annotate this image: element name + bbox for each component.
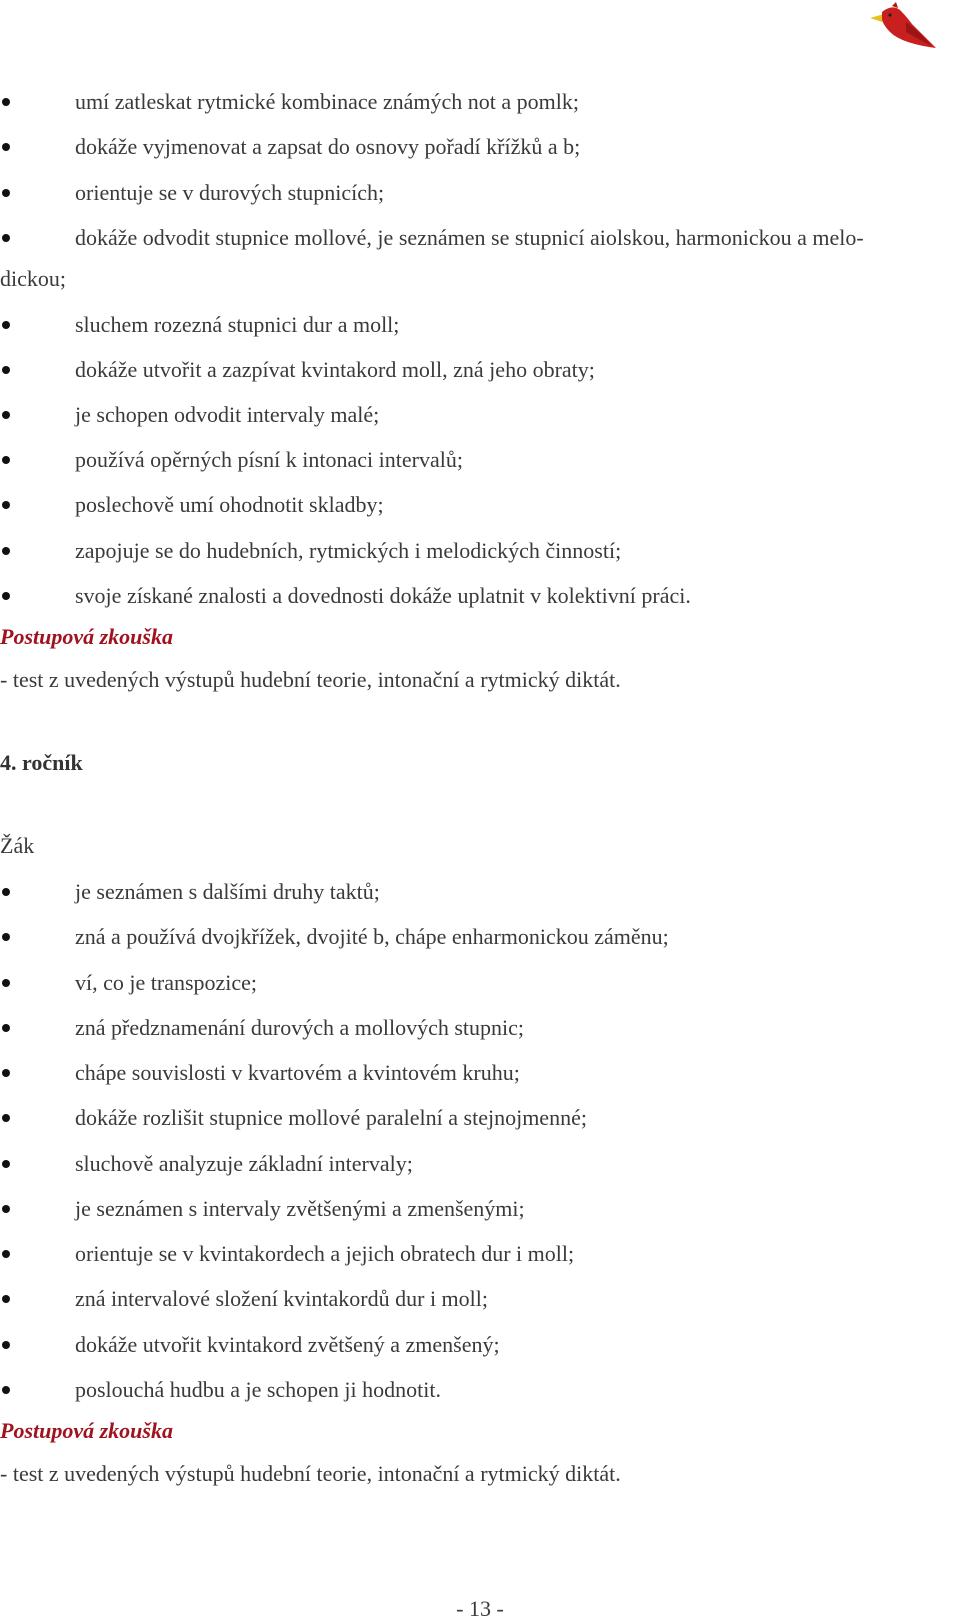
- list-item-text: je schopen odvodit intervaly malé;: [75, 402, 380, 427]
- bullet-icon: [2, 189, 10, 197]
- bullet-icon: [2, 979, 10, 987]
- list-item: [0, 312, 960, 338]
- list-item: [0, 89, 960, 115]
- list-item: [0, 225, 960, 251]
- bullet-icon: [2, 366, 10, 374]
- bullet-icon: [2, 234, 10, 242]
- list-item-text: zná a používá dvojkřížek, dvojité b, chápe enharmonickou záměnu;: [75, 924, 669, 949]
- list-item: [0, 402, 960, 428]
- list-item-text: chápe souvislosti v kvartovém a kvintovém kruhu;: [75, 1060, 520, 1085]
- student-label: Žák: [0, 833, 35, 858]
- list-item: [0, 538, 960, 564]
- list-item: [0, 1105, 960, 1131]
- list-item-text: umí zatleskat rytmické kombinace známých not a pomlk;: [75, 89, 580, 114]
- exam-heading: Postupová zkouška: [0, 624, 173, 649]
- grade-heading: 4. ročník: [0, 750, 83, 775]
- list-item-text: poslouchá hudbu a je schopen ji hodnotit.: [75, 1377, 441, 1402]
- bullet-icon: [2, 1295, 10, 1303]
- bullet-icon: [2, 1386, 10, 1394]
- list-item: [0, 924, 960, 950]
- bullet-icon: [2, 1114, 10, 1122]
- exam-description: - test z uvedených výstupů hudební teorie, intonační a rytmický diktát.: [0, 667, 621, 692]
- list-item-text: dokáže odvodit stupnice mollové, je seznámen se stupnicí aiolskou, harmonickou a melo-: [75, 225, 864, 250]
- list-item: [0, 134, 960, 160]
- list-item: [0, 1286, 960, 1312]
- list-item: [0, 1151, 960, 1177]
- page-number: - 13 -: [456, 1596, 504, 1621]
- bullet-icon: [2, 1341, 10, 1349]
- list-item-text: je seznámen s intervaly zvětšenými a zmenšenými;: [75, 1196, 525, 1221]
- list-item: [0, 492, 960, 518]
- list-item-text: sluchově analyzuje základní intervaly;: [75, 1151, 413, 1176]
- bullet-icon: [2, 1250, 10, 1258]
- list-item: [0, 1060, 960, 1086]
- bullet-icon: [2, 1024, 10, 1032]
- list-item-text: svoje získané znalosti a dovednosti dokáže uplatnit v kolektivní práci.: [75, 583, 691, 608]
- list-item: [0, 1377, 960, 1403]
- bullet-icon: [2, 143, 10, 151]
- list-item: [0, 1196, 960, 1222]
- bullet-icon: [2, 456, 10, 464]
- list-item: [0, 1241, 960, 1267]
- list-item: [0, 447, 960, 473]
- list-item-text: zná předznamenání durových a mollových stupnic;: [75, 1015, 525, 1040]
- list-item: [0, 1015, 960, 1041]
- exam-description: - test z uvedených výstupů hudební teorie, intonační a rytmický diktát.: [0, 1461, 621, 1486]
- bullet-icon: [2, 933, 10, 941]
- list-item-text: sluchem rozezná stupnici dur a moll;: [75, 312, 400, 337]
- list-item-text: zná intervalové složení kvintakordů dur i moll;: [75, 1286, 489, 1311]
- bullet-icon: [2, 1205, 10, 1213]
- bullet-icon: [2, 1160, 10, 1168]
- bullet-icon: [2, 547, 10, 555]
- bullet-icon: [2, 888, 10, 896]
- list-item-text: orientuje se v durových stupnicích;: [75, 180, 385, 205]
- bullet-icon: [2, 501, 10, 509]
- list-item-text: je seznámen s dalšími druhy taktů;: [75, 879, 380, 904]
- list-item-text: dokáže vyjmenovat a zapsat do osnovy pořadí křížků a b;: [75, 134, 581, 159]
- bird-logo-icon: [866, 2, 938, 52]
- list-item-text: dokáže rozlišit stupnice mollové paralelní a stejnojmenné;: [75, 1105, 587, 1130]
- bullet-icon: [2, 1069, 10, 1077]
- list-item-text: dokáže utvořit a zazpívat kvintakord moll, zná jeho obraty;: [75, 357, 595, 382]
- list-item: [0, 879, 960, 905]
- list-item-text: používá opěrných písní k intonaci intervalů;: [75, 447, 463, 472]
- bullet-icon: [2, 321, 10, 329]
- list-item: [0, 180, 960, 206]
- list-item-continuation: dickou;: [0, 266, 66, 291]
- list-item-text: orientuje se v kvintakordech a jejich obratech dur i moll;: [75, 1241, 575, 1266]
- list-item: [0, 583, 960, 609]
- list-item-text: poslechově umí ohodnotit skladby;: [75, 492, 384, 517]
- list-item: [0, 970, 960, 996]
- exam-heading: Postupová zkouška: [0, 1418, 173, 1443]
- bullet-icon: [2, 592, 10, 600]
- list-item-text: ví, co je transpozice;: [75, 970, 258, 995]
- bullet-icon: [2, 98, 10, 106]
- list-item-text: zapojuje se do hudebních, rytmických i melodických činností;: [75, 538, 622, 563]
- bullet-icon: [2, 411, 10, 419]
- list-item-text: dokáže utvořit kvintakord zvětšený a zmenšený;: [75, 1332, 500, 1357]
- list-item: [0, 357, 960, 383]
- list-item: [0, 1332, 960, 1358]
